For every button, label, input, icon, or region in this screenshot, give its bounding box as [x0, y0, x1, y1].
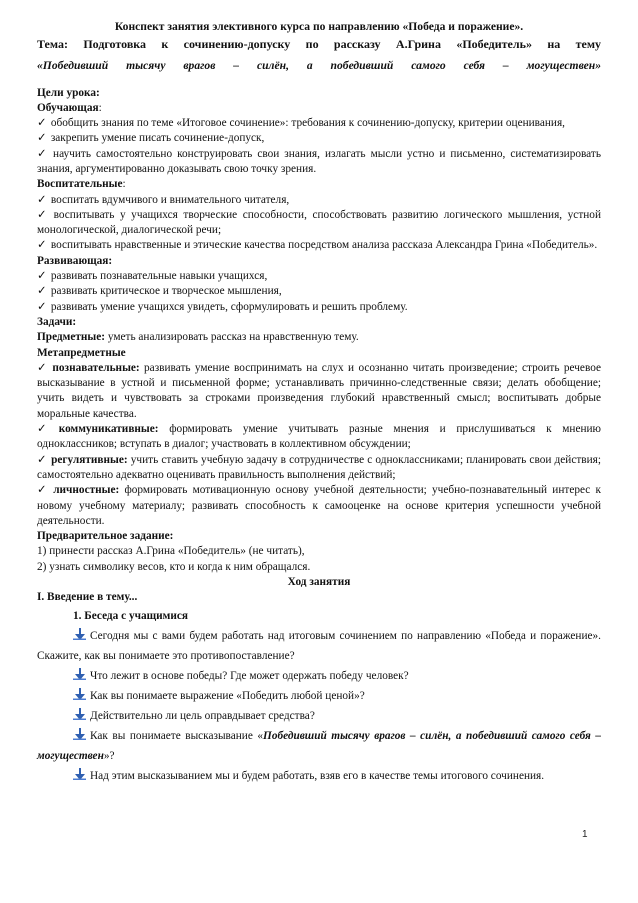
- list-item: 2) узнать символику весов, кто и когда к ним обращался.: [37, 560, 311, 573]
- list-item: ✓ воспитывать у учащихся творческие способности, способствовать развитию логического мышления, устной монологической, диалогической речи;: [37, 208, 601, 237]
- pointing-hand-icon: [73, 688, 86, 700]
- checkmark-icon: ✓: [37, 361, 47, 374]
- list-item: 1) принести рассказ А.Грина «Победитель» (не читать),: [37, 545, 305, 558]
- checkmark-icon: ✓: [37, 270, 47, 283]
- checkmark-icon: ✓: [37, 239, 47, 252]
- list-item: ✓ воспитывать нравственные и этические качества посредством анализа рассказа Александра Грина «Победитель».: [37, 238, 601, 253]
- checkmark-icon: ✓: [37, 300, 47, 313]
- document-title: Конспект занятия элективного курса по направлению «Победа и поражение».: [114, 20, 524, 33]
- section-heading: I. Введение в тему...: [37, 591, 138, 604]
- pointing-hand-icon: [73, 668, 86, 680]
- list-item: ✓ развивать критическое и творческое мышления,: [37, 284, 601, 299]
- prelim-heading: Предварительное задание:: [37, 530, 174, 543]
- question-item: Над этим высказыванием мы и будем работать, взяв его в качестве темы итогового сочинения.: [37, 766, 601, 786]
- question-item: Что лежит в основе победы? Где может одержать победу человек?: [37, 666, 601, 686]
- page-number: 1: [582, 829, 588, 840]
- list-item: ✓ регулятивные: учить ставить учебную задачу в сотрудничестве с одноклассниками; планировать свои действия; самостоятельно адекватно оценивать правильность выполнения действий;: [37, 453, 601, 481]
- pointing-hand-icon: [73, 728, 86, 740]
- document-page: [37, 20, 601, 786]
- list-item: ✓ закрепить умение писать сочинение-допуск,: [37, 131, 601, 146]
- list-item: ✓ научить самостоятельно конструировать свои знания, излагать мысли устно и письменно, систематизировать знания, аргументированно доказывать свою точку зрения.: [37, 147, 601, 175]
- pointing-hand-icon: [73, 708, 86, 720]
- checkmark-icon: ✓: [37, 423, 47, 436]
- question-item: Сегодня мы с вами будем работать над итоговым сочинением по направлению «Победа и поражение». Скажите, как вы понимаете это противопоставление?: [37, 629, 601, 662]
- list-item: ✓ развивать познавательные навыки учащихся,: [37, 269, 601, 284]
- checkmark-icon: ✓: [37, 117, 47, 130]
- tasks-heading: Задачи:: [37, 315, 77, 328]
- pointing-hand-icon: [73, 628, 86, 640]
- checkmark-icon: ✓: [37, 147, 47, 160]
- checkmark-icon: ✓: [37, 285, 47, 298]
- list-item: ✓ развивать умение учащихся увидеть, сформулировать и решить проблему.: [37, 300, 601, 315]
- question-item: Как вы понимаете высказывание «Победивший тысячу врагов – силён, а победивший самого себя – могуществен»?: [37, 729, 601, 762]
- list-item: ✓ личностные: формировать мотивационную основу учебной деятельности; учебно-познавательный интерес к новому учебному материалу; развивать способность к самооценке на основе критерия успешности учебной деятельности.: [37, 484, 601, 527]
- list-item: ✓ воспитать вдумчивого и внимательного читателя,: [37, 193, 601, 208]
- vosp-heading: Воспитательные:: [37, 178, 126, 191]
- theme-quote: «Победивший тысячу врагов – силён, а победивший самого себя – могуществен»: [37, 58, 601, 72]
- obuch-heading: Обучающая:: [37, 101, 102, 114]
- lesson-heading: Ход занятия: [287, 576, 351, 588]
- question-item: Действительно ли цель оправдывает средства?: [37, 706, 601, 726]
- checkmark-icon: ✓: [37, 193, 47, 206]
- question-item: Как вы понимаете выражение «Победить любой ценой»?: [37, 686, 601, 706]
- meta-heading: Метапредметные: [37, 346, 126, 359]
- list-item: ✓ познавательные: развивать умение воспринимать на слух и осознанно читать произведение; строить речевое высказывание в устной и письменной форме; устанавливать причинно-следственные связи; делать обобщение; учить видеть и чувствовать за строками произведения глубокий нравственный смысл; воспитывать добрые моральные качества.: [37, 361, 601, 420]
- checkmark-icon: ✓: [37, 484, 47, 497]
- list-item: ✓ коммуникативные: формировать умение учитывать разные мнения и прислушиваться к мнению одноклассников; вступать в диалог; участвовать в коллективном обсуждении;: [37, 423, 601, 451]
- subsection-heading: 1. Беседа с учащимися: [73, 609, 189, 622]
- theme-line: Тема: Подготовка к сочинению-допуску по рассказу А.Грина «Победитель» на тему: [37, 36, 601, 51]
- razv-heading: Развивающая:: [37, 254, 113, 267]
- checkmark-icon: ✓: [37, 453, 47, 466]
- pointing-hand-icon: [73, 768, 86, 780]
- list-item: ✓ обобщить знания по теме «Итоговое сочинение»: требования к сочинению-допуску, критерии оценивания,: [37, 116, 601, 131]
- tasks-subject: Предметные: уметь анализировать рассказ на нравственную тему.: [37, 331, 359, 344]
- goals-heading: Цели урока:: [37, 86, 100, 99]
- checkmark-icon: ✓: [37, 132, 47, 145]
- checkmark-icon: ✓: [37, 208, 47, 221]
